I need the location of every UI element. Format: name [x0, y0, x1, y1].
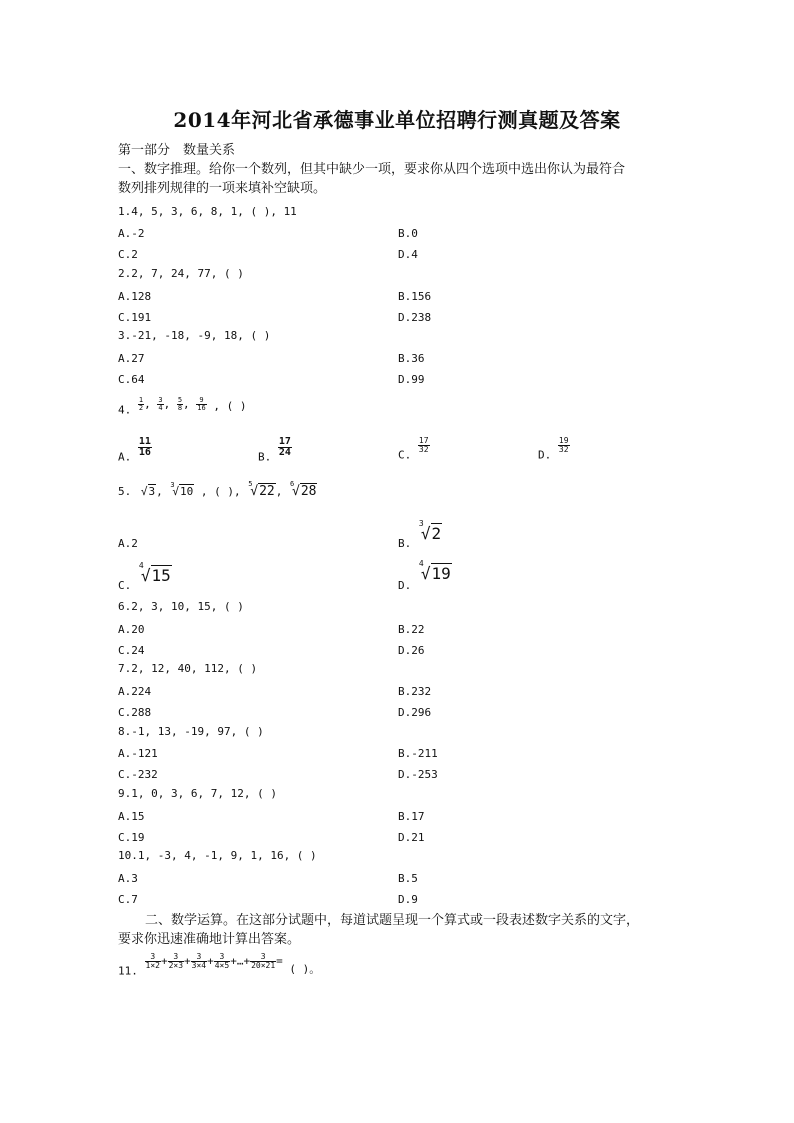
- q11-term-1: $\frac{3}{1\times 2}$: [145, 952, 160, 970]
- q7-stem: 7.2, 12, 40, 112, ( ): [118, 662, 258, 675]
- q9-option-b: B.17: [398, 810, 425, 823]
- q3-option-a: A.27: [118, 352, 145, 365]
- q5-option-d: D. 4 √19: [398, 559, 451, 592]
- q5-root-1: √3: [140, 485, 156, 498]
- q8-stem: 8.-1, 13, -19, 97, ( ): [118, 725, 264, 738]
- q3-option-c: C.64: [118, 373, 145, 386]
- q6-option-d: D.26: [398, 644, 425, 657]
- q6-option-c: C.24: [118, 644, 145, 657]
- q1-option-a: A.-2: [118, 227, 145, 240]
- q10-option-a: A.3: [118, 872, 138, 885]
- q4-option-c: C. $\frac{17}{32}$: [398, 436, 429, 462]
- q7-option-d: D.296: [398, 706, 432, 719]
- q9-option-a: A.15: [118, 810, 145, 823]
- q5-option-c: C. 4 √15: [118, 561, 171, 592]
- q11-ellipsis: …: [236, 954, 244, 968]
- q5-stem: 5. √3, 3 √10 , ( ), 5 √22, 6 √28: [118, 480, 317, 499]
- q5-root-3: 5 √22: [248, 480, 275, 499]
- q4-fraction-4: $\frac{9}{16}$: [197, 396, 206, 412]
- q4-fraction-1: $\frac{1}{2}$: [138, 396, 144, 412]
- q5-option-b: B. 3 √2: [398, 519, 442, 550]
- part2-instructions-line1: 二、数学运算。在这部分试题中，每道试题呈现一个算式或一段表述数字关系的文字，: [145, 913, 640, 928]
- q11-number: 11.: [118, 964, 138, 978]
- part1-instructions-line1: 一、数字推理。给你一个数列，但其中缺少一项，要求你从四个选项中选出你认为最符合: [118, 162, 626, 177]
- q8-option-d: D.-253: [398, 768, 438, 781]
- document-title: 2014年河北省承德事业单位招聘行测真题及答案: [173, 108, 621, 132]
- q11-term-last: $\frac{3}{20\times 21}$: [251, 952, 276, 970]
- section-heading: 第一部分 数量关系: [118, 143, 236, 158]
- q5-root-2: 3 √10: [170, 481, 194, 498]
- q5-blank: , ( ),: [200, 485, 241, 498]
- q11-term-4: $\frac{3}{4\times 5}$: [214, 952, 230, 970]
- q7-option-a: A.224: [118, 685, 152, 698]
- q7-option-b: B.232: [398, 685, 432, 698]
- q3-stem: 3.-21, -18, -9, 18, ( ): [118, 329, 271, 342]
- q2-option-a: A.128: [118, 290, 152, 303]
- q3-option-b: B.36: [398, 352, 425, 365]
- q4-option-a: A. $\frac{11}{16}$: [118, 436, 151, 464]
- q10-option-b: B.5: [398, 872, 418, 885]
- q4-fraction-3: $\frac{5}{8}$: [177, 396, 183, 412]
- q1-option-c: C.2: [118, 248, 138, 261]
- q8-option-a: A.-121: [118, 747, 158, 760]
- q4-option-d: D. $\frac{19}{32}$: [538, 436, 569, 462]
- q10-stem: 10.1, -3, 4, -1, 9, 1, 16, ( ): [118, 849, 317, 862]
- q2-option-b: B.156: [398, 290, 432, 303]
- q4-number: 4.: [118, 403, 132, 417]
- q1-option-b: B.0: [398, 227, 418, 240]
- q7-option-c: C.288: [118, 706, 152, 719]
- q9-option-d: D.21: [398, 831, 425, 844]
- q4-sep: ,: [144, 397, 151, 411]
- q6-stem: 6.2, 3, 10, 15, ( ): [118, 600, 244, 613]
- q9-stem: 9.1, 0, 3, 6, 7, 12, ( ): [118, 787, 277, 800]
- q11-term-2: $\frac{3}{2\times 3}$: [168, 952, 184, 970]
- q2-option-d: D.238: [398, 311, 432, 324]
- q11-blank: ( )。: [289, 962, 321, 976]
- q2-stem: 2.2, 7, 24, 77, ( ): [118, 267, 244, 280]
- q10-option-d: D.9: [398, 893, 418, 906]
- q8-option-c: C.-232: [118, 768, 158, 781]
- q6-option-a: A.20: [118, 623, 145, 636]
- q9-option-c: C.19: [118, 831, 145, 844]
- q4-sep: ,: [163, 397, 171, 411]
- q3-option-d: D.99: [398, 373, 425, 386]
- part1-instructions-line2: 数列排列规律的一项来填补空缺项。: [118, 181, 327, 196]
- q2-option-c: C.191: [118, 311, 152, 324]
- q1-option-d: D.4: [398, 248, 418, 261]
- q11-stem: 11. $\frac{3}{1\times 2}$ + $\frac{3}{2\times 3}$ + $\frac{3}{3\times 4}$ + $\frac{3}{4\times 5}$ +…+ $\frac{3}{20\times 21}$ = ( )。: [118, 952, 321, 978]
- q11-term-3: $\frac{3}{3\times 4}$: [191, 952, 207, 970]
- q4-fraction-2: $\frac{3}{4}$: [158, 396, 163, 412]
- part2-instructions-line2: 要求你迅速准确地计算出答案。: [118, 932, 301, 947]
- q1-stem: 1.4, 5, 3, 6, 8, 1, ( ), 11: [118, 205, 297, 218]
- q10-option-c: C.7: [118, 893, 138, 906]
- q5-option-a: A.2: [118, 537, 138, 550]
- q5-root-4: 6 √28: [289, 480, 317, 499]
- q4-stem: [118, 397, 246, 417]
- q4-blank: , ( ): [213, 399, 247, 413]
- q6-option-b: B.22: [398, 623, 425, 636]
- q4-sep: ,: [183, 397, 190, 411]
- q8-option-b: B.-211: [398, 747, 438, 760]
- q4-option-b: B. $\frac{17}{24}$: [258, 436, 291, 464]
- q5-number: 5.: [118, 485, 132, 498]
